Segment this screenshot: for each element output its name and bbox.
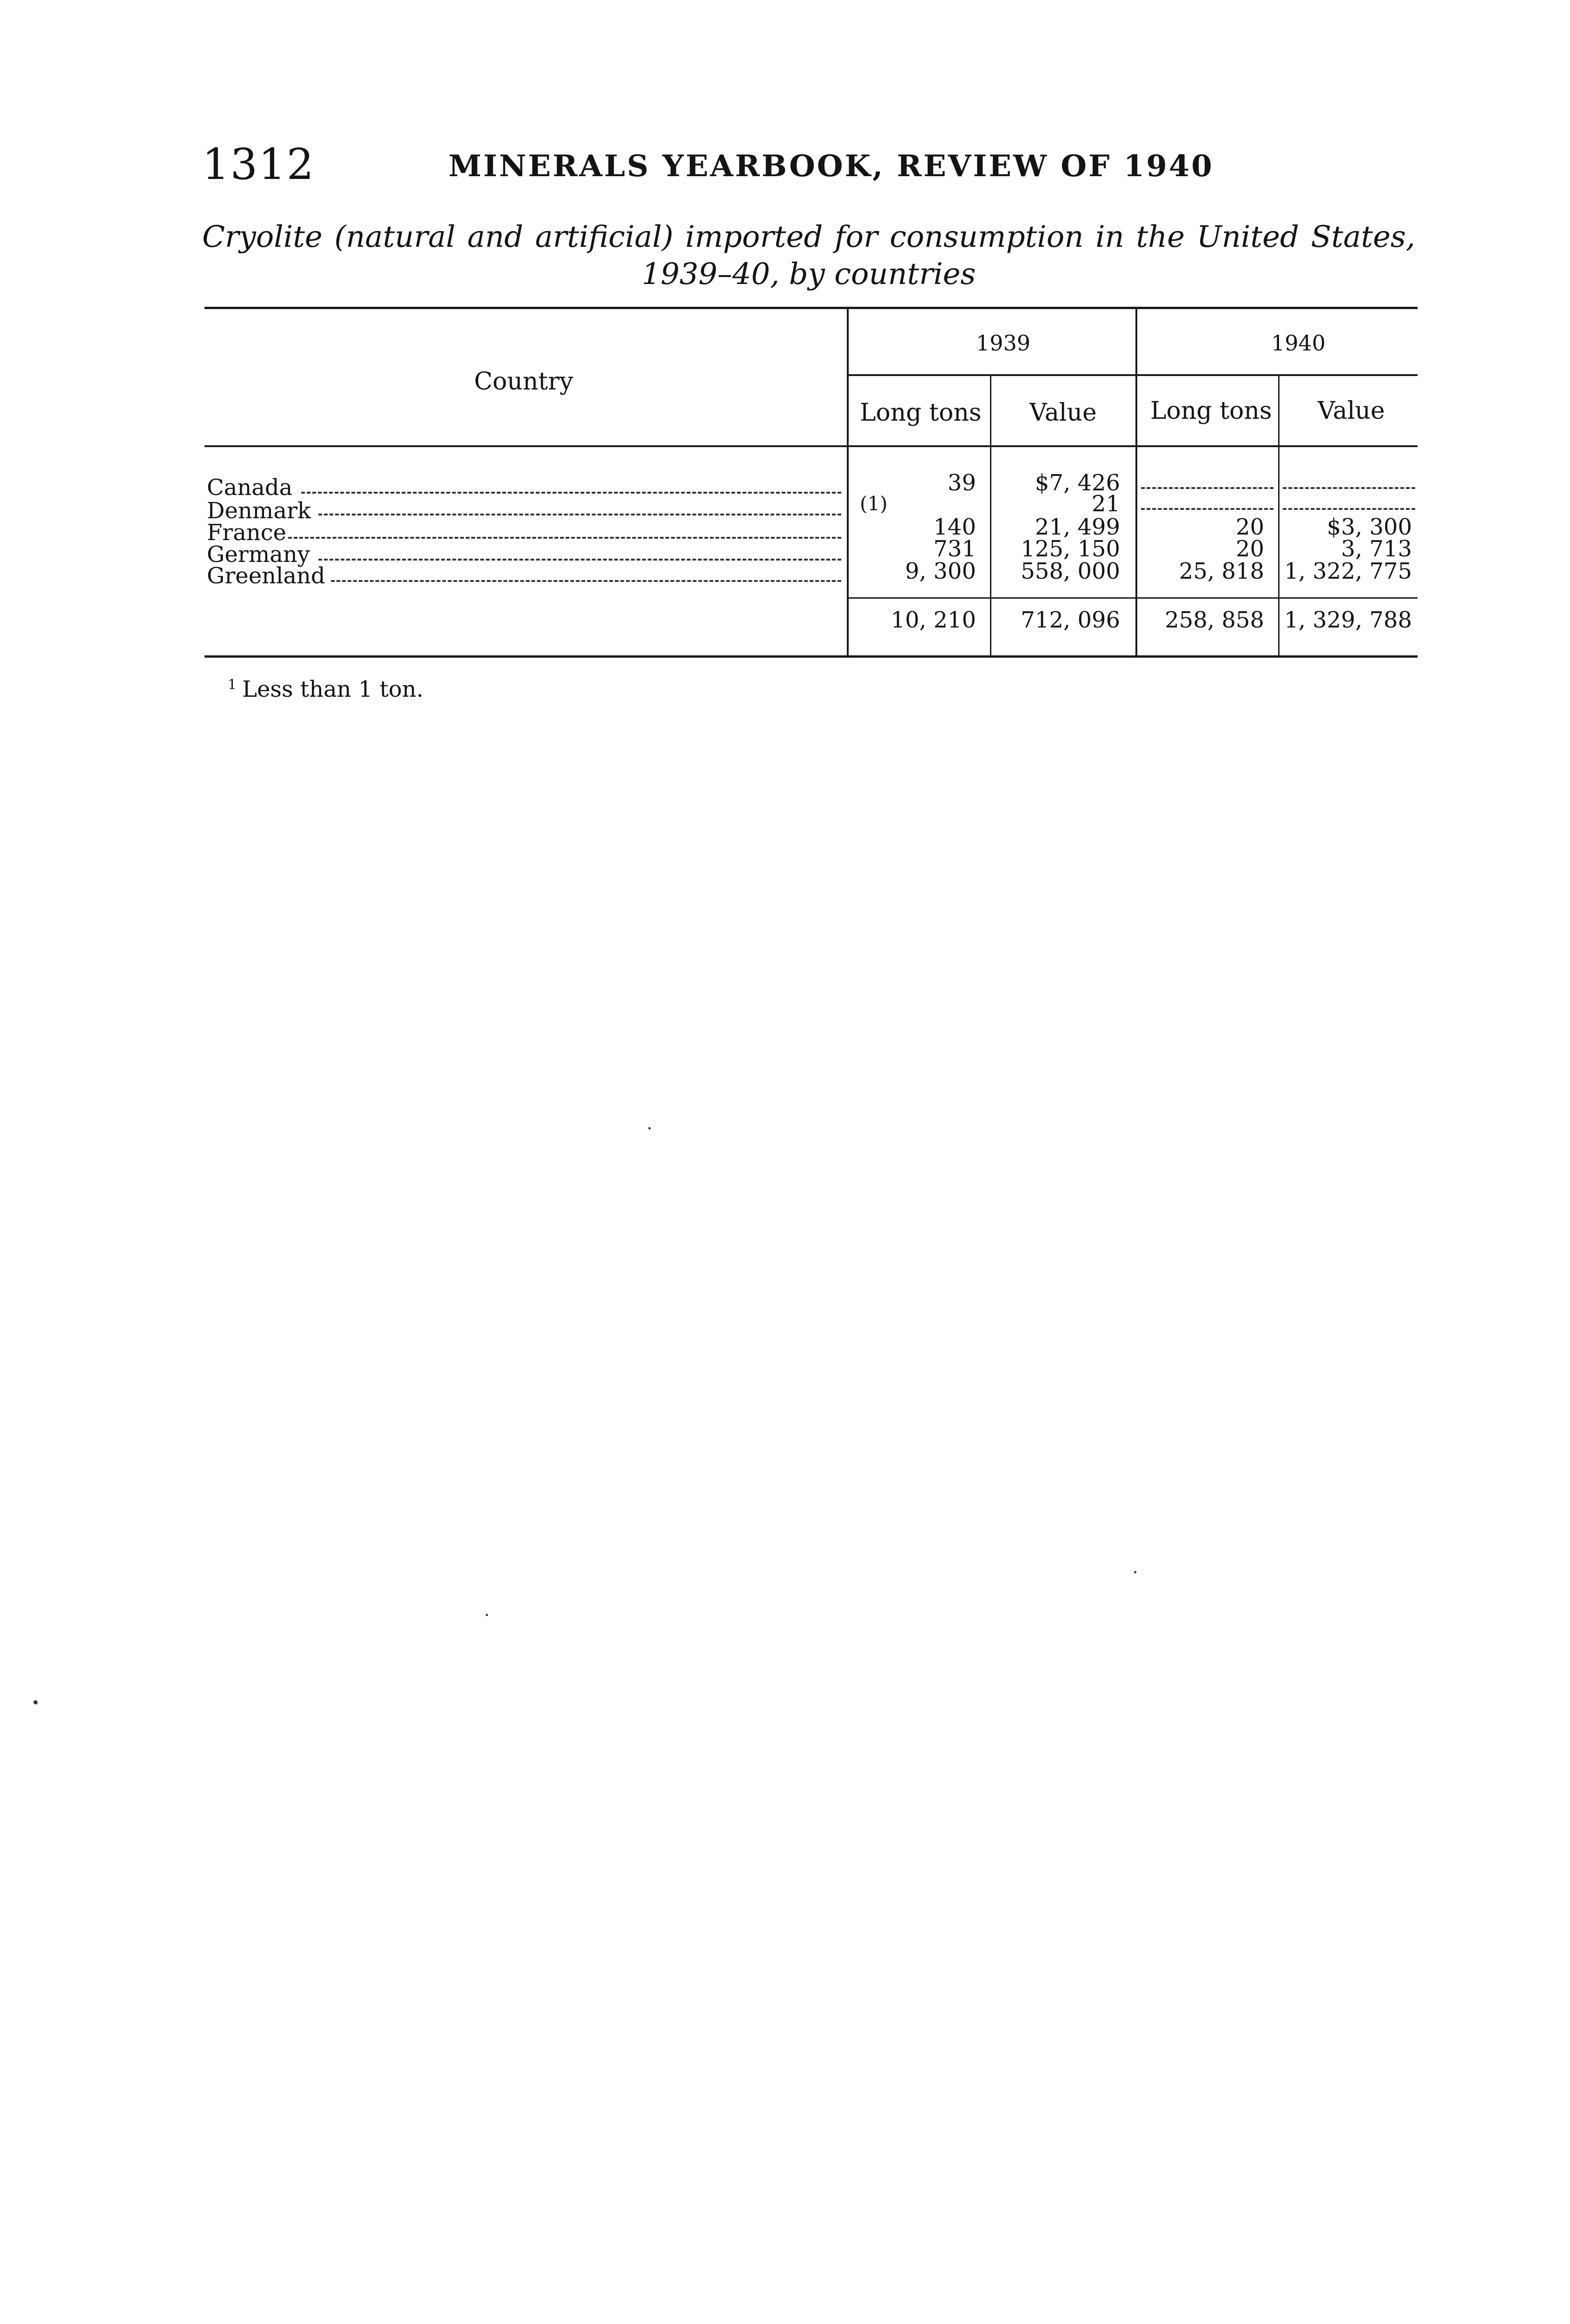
row-country-label: France [207, 520, 287, 546]
empty-cell-dashes [1283, 508, 1415, 510]
total-tons-1940: 258, 858 [1165, 607, 1264, 633]
subheader-long-tons-1940: Long tons [1150, 397, 1272, 425]
total-value-1939: 712, 096 [1021, 607, 1120, 633]
table-top-rule [204, 307, 1418, 309]
page-number: 1312 [202, 139, 315, 189]
leader-dots [318, 514, 841, 515]
year-header-1940: 1940 [1271, 330, 1326, 356]
col-divider-1939-split [990, 376, 991, 655]
row-value-1939: 125, 150 [1021, 536, 1120, 562]
row-value-1940: 1, 322, 775 [1284, 558, 1412, 584]
running-title: MINERALS YEARBOOK, REVIEW OF 1940 [449, 149, 1214, 184]
leader-dots [318, 559, 841, 561]
col-divider-years [1135, 309, 1137, 655]
table-title-line-2: 1939–40, by countries [641, 257, 976, 291]
year-underline-rule [848, 374, 1418, 376]
row-country-label: Canada [207, 475, 293, 501]
row-country-label: Germany [207, 541, 310, 568]
empty-cell-dashes [1141, 508, 1273, 510]
leader-dots [288, 537, 841, 539]
row-value-1940: $3, 300 [1326, 514, 1412, 540]
row-tons-1939: (1) [860, 492, 888, 515]
row-tons-1940: 20 [1235, 514, 1264, 540]
row-value-1939: $7, 426 [1035, 470, 1120, 496]
row-value-1939: 21 [1091, 491, 1120, 517]
row-tons-1940: 25, 818 [1179, 558, 1264, 584]
totals-top-rule [848, 597, 1418, 599]
total-value-1940: 1, 329, 788 [1284, 607, 1412, 633]
col-divider-1940-split [1278, 376, 1280, 655]
total-tons-1939: 10, 210 [891, 607, 976, 633]
row-value-1940: 3, 713 [1341, 536, 1412, 562]
row-tons-1939: 39 [947, 470, 976, 496]
footnote-marker: 1 [228, 677, 237, 693]
table-title-line-1: Cryolite (natural and artificial) imported for consumption in the United States, [202, 220, 1415, 254]
row-country-label: Greenland [207, 563, 325, 589]
row-value-1939: 21, 499 [1035, 514, 1120, 540]
page-header [202, 135, 1411, 200]
year-header-1939: 1939 [976, 330, 1031, 356]
empty-cell-dashes [1283, 487, 1415, 489]
footnote-text: Less than 1 ton. [242, 676, 424, 702]
country-column-header: Country [474, 368, 574, 396]
row-tons-1939: 731 [933, 536, 976, 562]
scan-speck [33, 1700, 38, 1704]
footnote [228, 676, 423, 702]
leader-dots [301, 492, 841, 494]
col-divider-country [847, 309, 849, 655]
leader-dots [331, 580, 841, 582]
row-value-1939: 558, 000 [1021, 558, 1120, 584]
subheader-long-tons-1939: Long tons [860, 399, 982, 427]
empty-cell-dashes [1141, 487, 1273, 489]
scan-speck [648, 1127, 651, 1129]
scan-speck [486, 1614, 488, 1616]
row-tons-1940: 20 [1235, 536, 1264, 562]
row-country-label: Denmark [207, 498, 311, 524]
scan-speck [1134, 1571, 1136, 1573]
header-bottom-rule [204, 445, 1418, 447]
subheader-value-1940: Value [1318, 397, 1385, 425]
table-title [202, 218, 1415, 293]
table-bottom-rule [204, 655, 1418, 658]
row-tons-1939: 140 [933, 514, 976, 540]
subheader-value-1939: Value [1029, 399, 1097, 427]
row-tons-1939: 9, 300 [905, 558, 976, 584]
